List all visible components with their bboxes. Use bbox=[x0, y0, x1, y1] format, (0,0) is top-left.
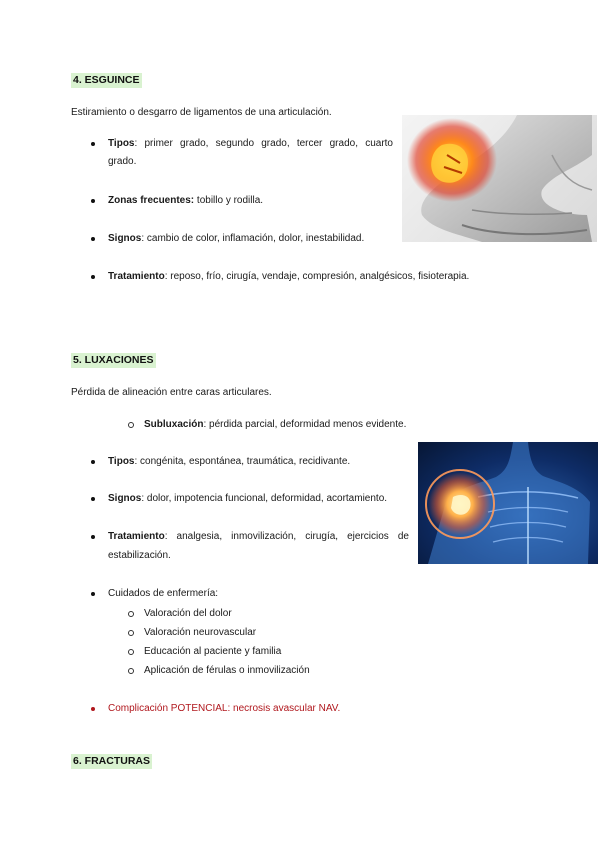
bullet-icon bbox=[91, 199, 95, 203]
bullet-icon bbox=[91, 237, 95, 241]
section-heading-luxaciones: 5. LUXACIONES bbox=[73, 354, 154, 366]
document-page: 4. ESGUINCE Estiramiento o desgarro de ligamentos de una articulación. Tipos: primer grado, segundo grado, tercer grado, cuarto grado. Zonas frecuentes: tobillo y rodilla. Signos: cambio de color, inflamación, dolor, inestabilidad. Tratamiento: reposo, frío, cirugía, vendaje, compresión, analgésicos, fisioterapia. 5. LUXACIONES Pérdida de alineación entre caras articulares. Subluxación: pérdida parcial, deformidad menos evidente. Tipos: congénita, espontánea, traumática, recidivante. Signos: dolor, impotencia funcional, deformidad, acortamiento. Tratamiento: analgesia, inmovilización, cirugía, ejercicios de estabilización. Cuidados de enfermería: Valoración del dolor Valoración neurovascular Educación al paciente y familia Aplicación de férulas o inmovilización Complicación POTENCIAL: necrosis avascular NAV. 6. FRACTURAS bbox=[0, 0, 600, 848]
hollow-bullet-icon bbox=[128, 422, 134, 428]
shoulder-dislocation-image bbox=[418, 442, 598, 564]
bullet-icon bbox=[91, 497, 95, 501]
hollow-bullet-icon bbox=[128, 649, 134, 655]
bullet-icon bbox=[91, 142, 95, 146]
ankle-illustration bbox=[402, 115, 597, 242]
hollow-bullet-icon bbox=[128, 630, 134, 636]
bullet-icon bbox=[91, 592, 95, 596]
hollow-bullet-icon bbox=[128, 668, 134, 674]
shoulder-illustration bbox=[418, 442, 598, 564]
section-heading-esguince: 4. ESGUINCE bbox=[73, 74, 140, 86]
bullet-icon bbox=[91, 707, 95, 711]
section-heading-fracturas: 6. FRACTURAS bbox=[73, 755, 151, 767]
bullet-icon bbox=[91, 535, 95, 539]
hollow-bullet-icon bbox=[128, 611, 134, 617]
luxaciones-definition: Pérdida de alineación entre caras articulares. bbox=[71, 387, 272, 398]
bullet-icon bbox=[91, 460, 95, 464]
ankle-sprain-image bbox=[402, 115, 597, 242]
esguince-definition: Estiramiento o desgarro de ligamentos de una articulación. bbox=[71, 107, 332, 118]
bullet-icon bbox=[91, 275, 95, 279]
